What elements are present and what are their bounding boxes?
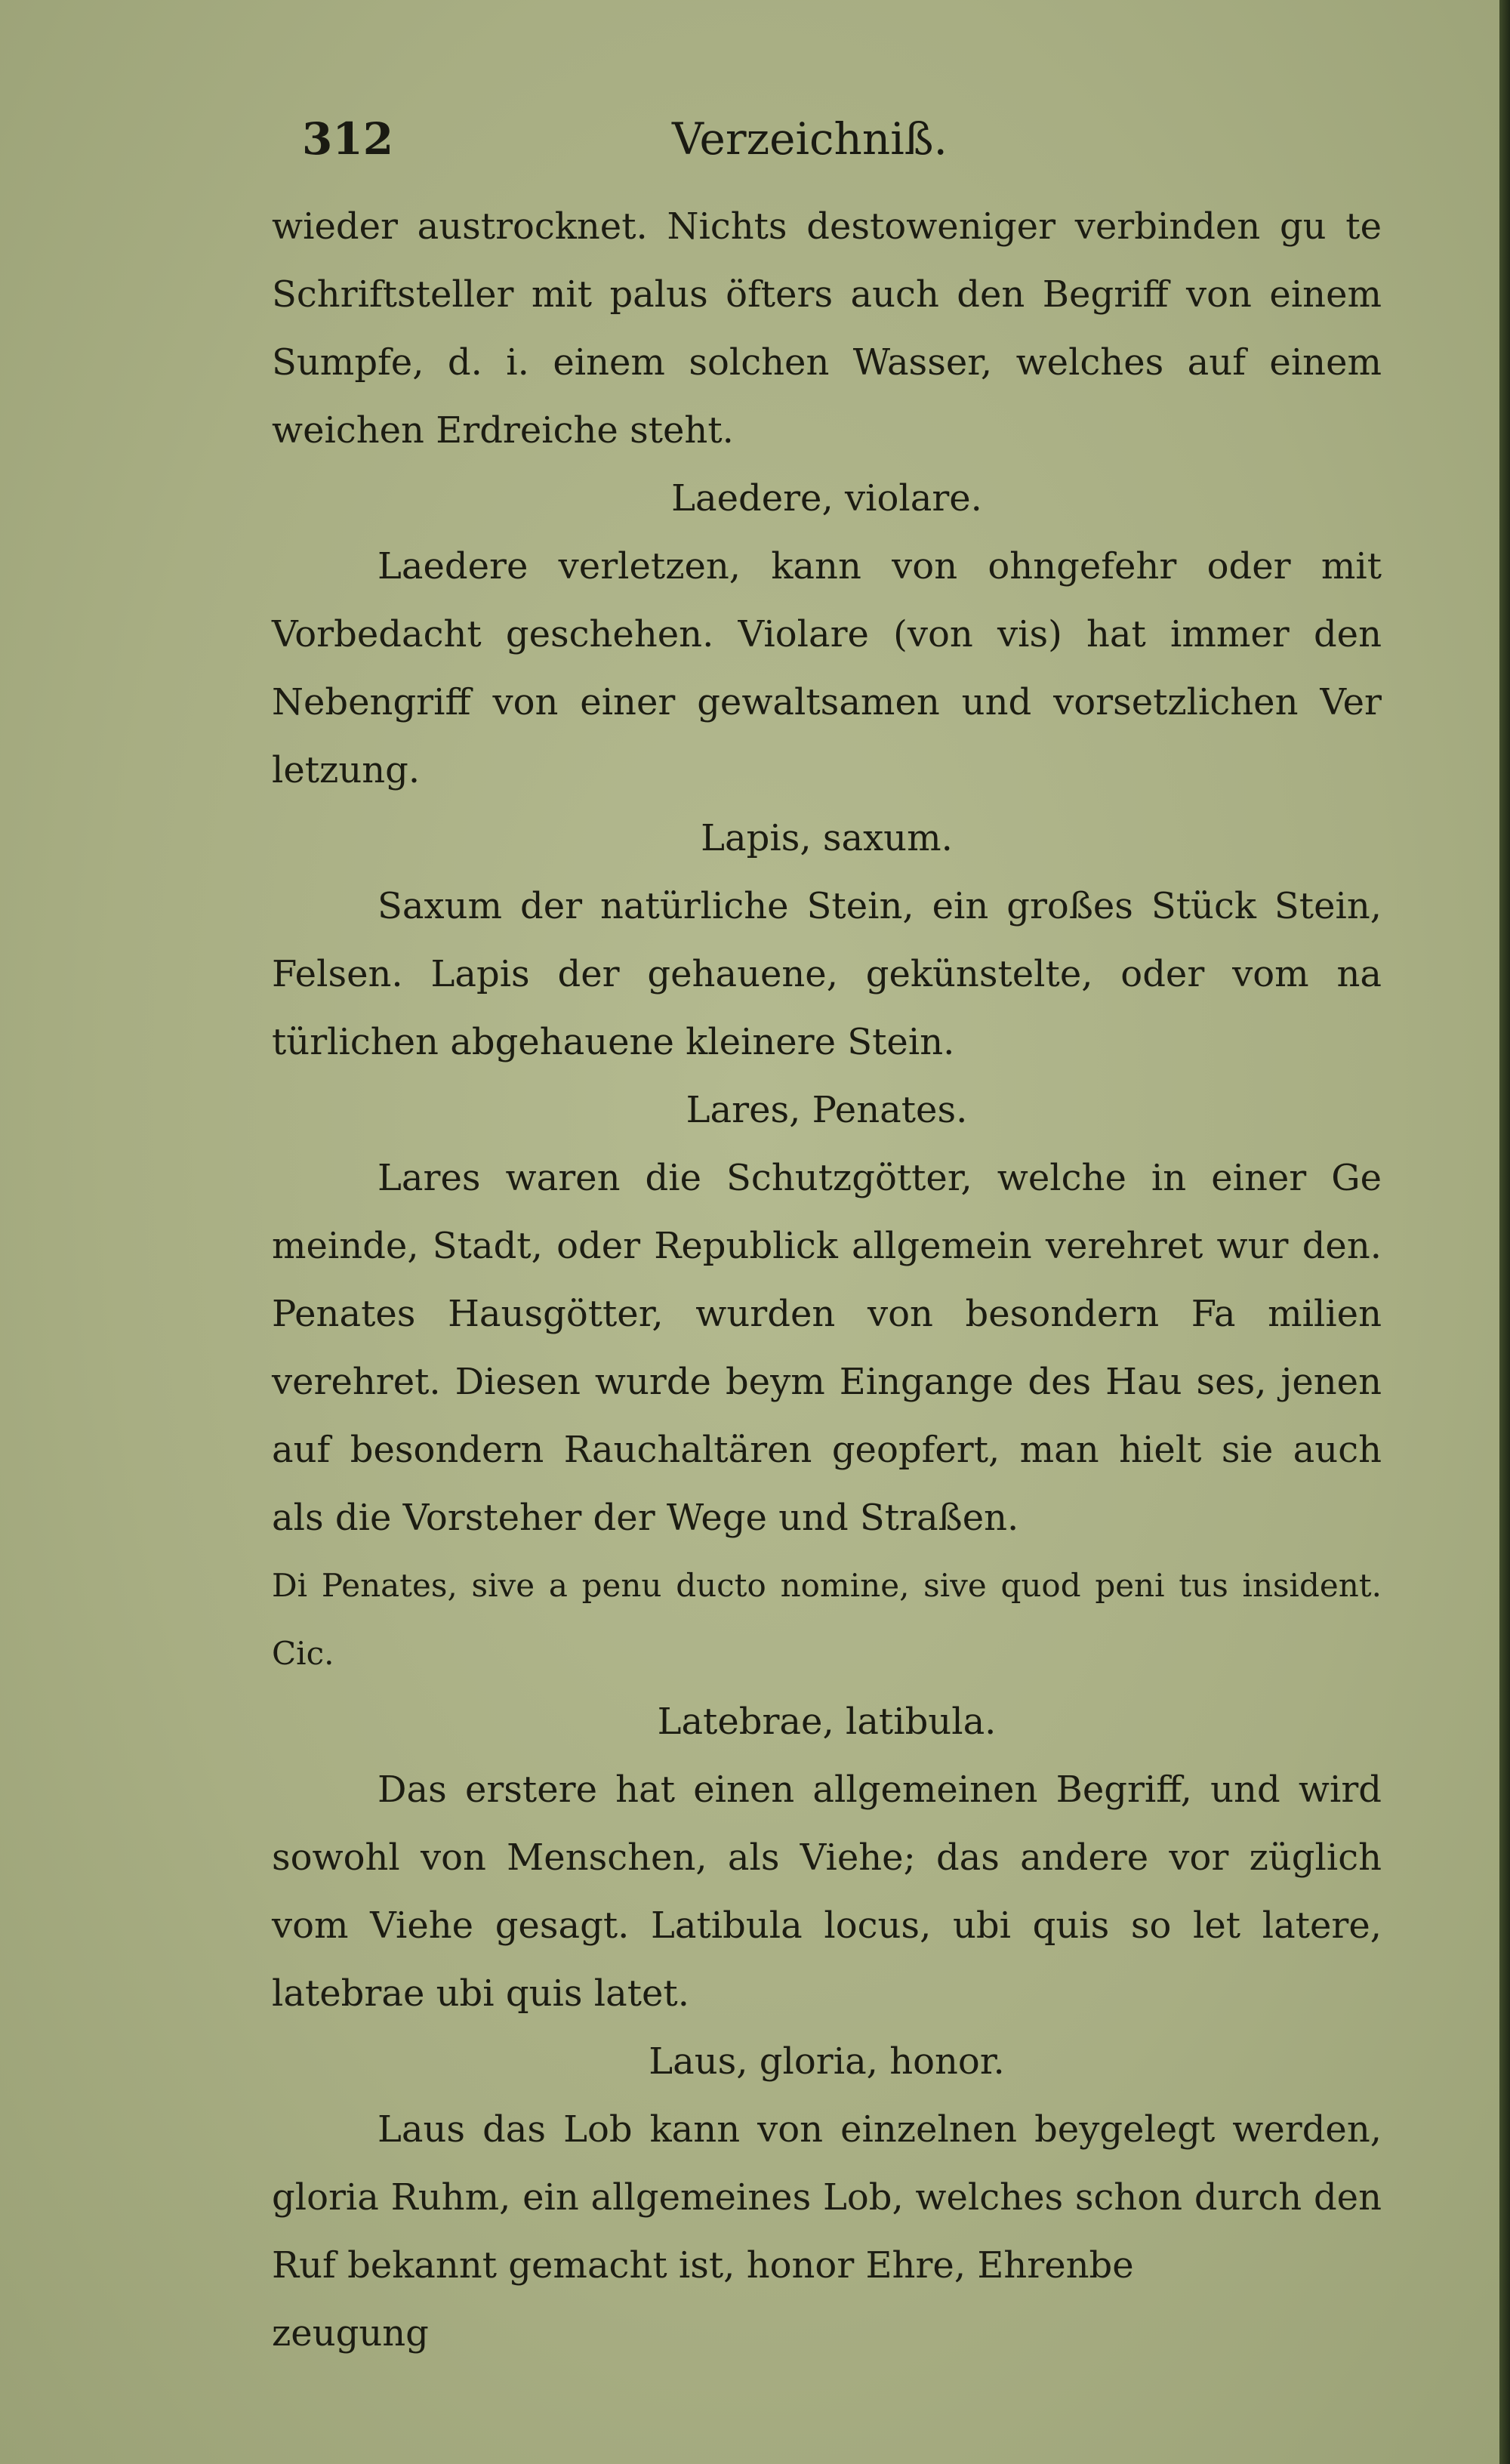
paragraph-palus: wieder austrocknet. Nichts destoweniger verbinden gu te Schriftsteller mit palus öfters auch den Begriff von einem Sumpfe, d. i. einem solchen Wasser, welches auf einem weichen Erdreiche steht. [272,205,1382,452]
running-title: Verzeichniß. [672,113,948,165]
page-edge-shadow [1499,0,1510,2464]
heading-lares: Lares, Penates. [686,1089,968,1131]
paragraph-laedere: Laedere verletzen, kann von ohngefehr oder mit Vorbedacht geschehen. Violare (von vis) hat immer den Nebengriff von einer gewaltsamen und vorsetzlichen Ver letzung. [272,545,1382,791]
body-text [272,193,1382,2367]
latin-quote: Di Penates, sive a penu ducto nomine, sive quod peni tus insident. Cic. [272,1567,1382,1672]
catchword: zeugung [272,2312,429,2355]
heading-laus: Laus, gloria, honor. [649,2040,1005,2083]
heading-lapis: Lapis, saxum. [701,817,953,859]
heading-laedere: Laedere, violare. [671,477,982,520]
paragraph-lapis: Saxum der natürliche Stein, ein großes Stück Stein, Felsen. Lapis der gehauene, gekünstelte, oder vom na türlichen abgehauene kleinere Stein. [272,885,1382,1063]
paragraph-lares: Lares waren die Schutzgötter, welche in einer Ge meinde, Stadt, oder Republick allgemein verehret wur den. Penates Hausgötter, wurden von besondern Fa milien verehret. Diesen wurde beym Eingange des Hau ses, jenen auf besondern Rauchaltären geopfert, man hielt sie auch als die Vorsteher der Wege und Straßen. [272,1157,1382,1539]
page-number: 312 [302,113,394,165]
paragraph-laus: Laus das Lob kann von einzelnen beygelegt werden, gloria Ruhm, ein allgemeines Lob, welches schon durch den Ruf bekannt gemacht ist, honor Ehre, Ehrenbe [272,2108,1382,2287]
paragraph-latebrae: Das erstere hat einen allgemeinen Begriff, und wird sowohl von Menschen, als Viehe; das andere vor züglich vom Viehe gesagt. Latibula locus, ubi quis so let latere, latebrae ubi quis latet. [272,1769,1382,2015]
heading-latebrae: Latebrae, latibula. [657,1701,997,1743]
